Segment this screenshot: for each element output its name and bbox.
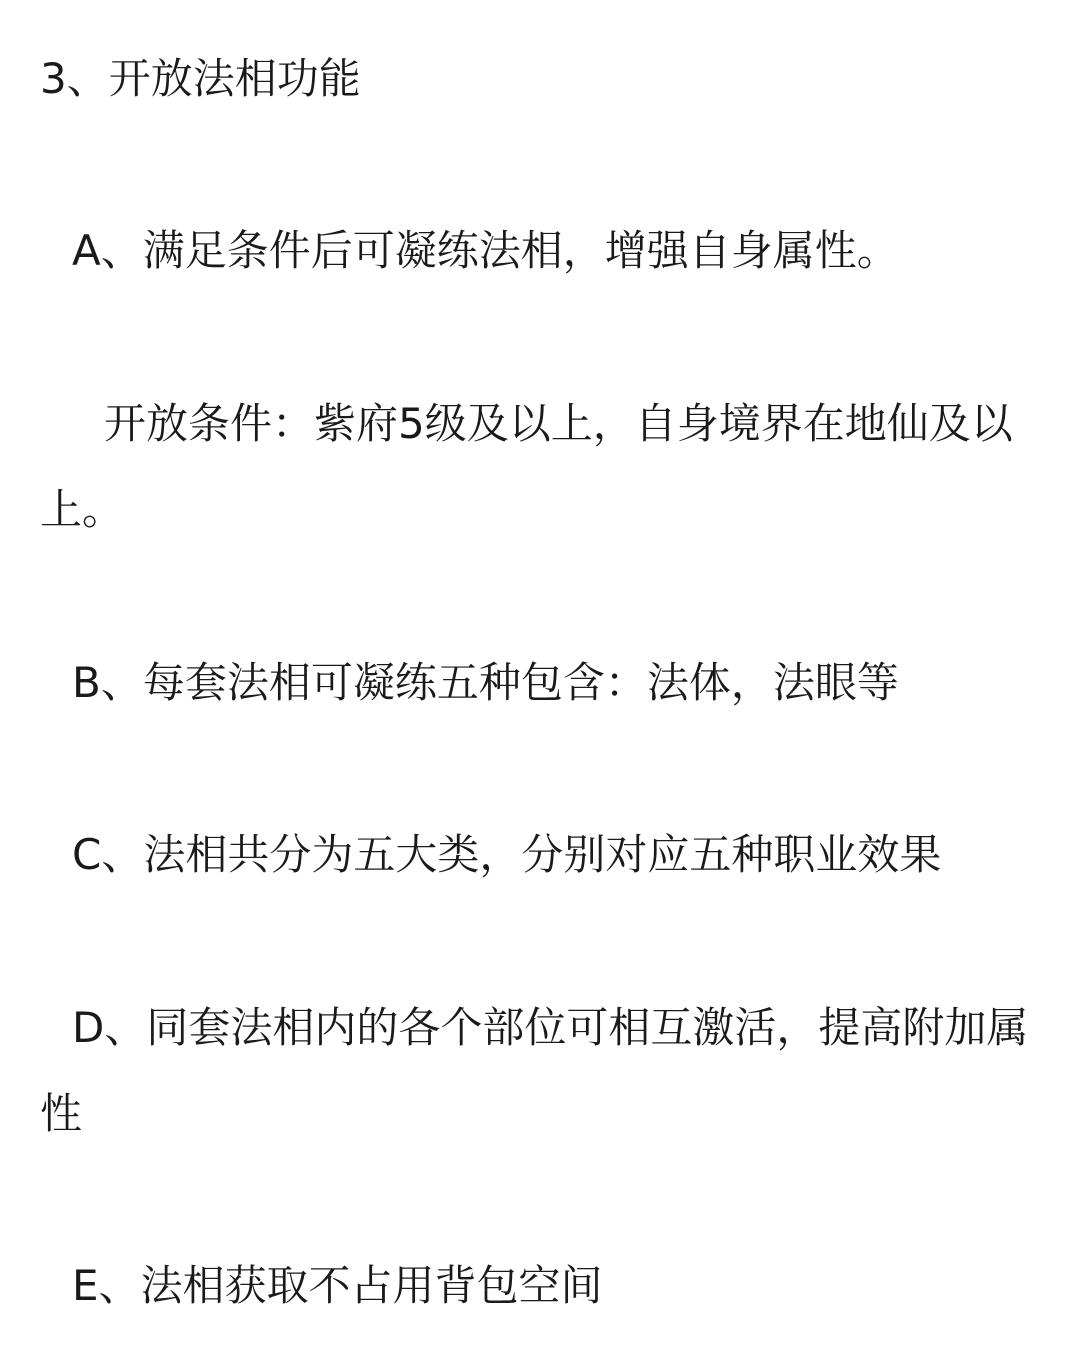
- item-c: C、法相共分为五大类，分别对应五种职业效果: [72, 830, 942, 879]
- item-d: D、同套法相内的各个部位可相互激活，提高附加属性: [40, 1003, 1029, 1138]
- item-e: E、法相获取不占用背包空间: [72, 1261, 603, 1310]
- section-heading: 3、开放法相功能: [40, 54, 361, 103]
- item-b: B、每套法相可凝练五种包含：法体，法眼等: [72, 658, 899, 707]
- item-a: A、满足条件后可凝练法相，增强自身属性。: [72, 226, 899, 275]
- item-a-condition: 开放条件：紫府5级及以上，自身境界在地仙及以上。: [40, 399, 1013, 534]
